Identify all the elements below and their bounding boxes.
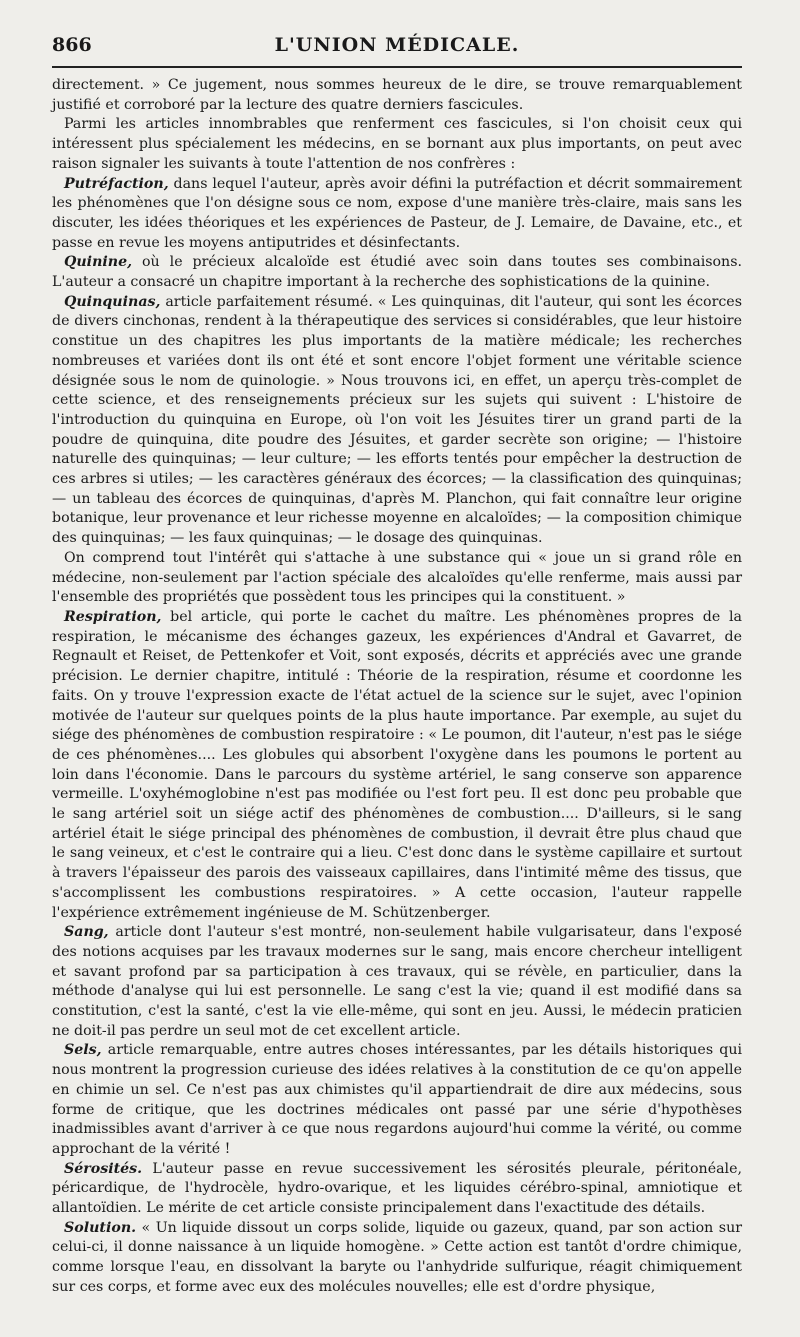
paragraph: Respiration, bel article, qui porte le cachet du maître. Les phénomènes propres de la respiration, le mécanisme des échanges gazeux, les expériences d'Andral et Gavarret, de Regnault et Reiset, de Pettenkofer et Voit, sont exposés, décrits et appréciés avec une grande précision. Le dernier chapitre, intitulé : Théorie de la respiration, résume et coordonne les faits. On y trouve l'expression exacte de l'état actuel de la science sur le sujet, avec l'opinion motivée de l'auteur sur quelques points de la plus haute importance. Par exemple, au sujet du siége des phénomènes de combustion respiratoire : « Le poumon, dit l'auteur, n'est pas le siége de ces phénomènes.... Les globules qui absorbent l'oxygène dans les poumons le portent au loin dans l'économie. Dans le parcours du système artériel, le sang conserve son apparence vermeille. L'oxyhémoglobine n'est pas modifiée ou l'est fort peu. Il est donc peu probable que le sang artériel soit un siége actif des phénomènes de combustion.... D'ailleurs, si le sang artériel était le siége principal des phénomènes de combustion, il devrait être plus chaud que le sang veineux, et c'est le contraire qui a lieu. C'est donc dans le système capillaire et surtout à travers l'épaisseur des parois des vaisseaux capillaires, dans l'intimité même des tissus, que s'accomplissent les combustions respiratoires. » A cette occasion, l'auteur rappelle l'expérience extrêmement ingénieuse de M. Schützenberger.: [52, 608, 742, 921]
page-header: [52, 28, 742, 62]
paragraph: Sels, article remarquable, entre autres choses intéressantes, par les détails historiques qui nous montrent la progression curieuse des idées relatives à la constitution de ce qu'on appelle en chimie un sel. Ce n'est pas aux chimistes qu'il appartiendrait de dire aux médecins, sous forme de critique, que les doctrines médicales ont passé par une série d'hypothèses inadmissibles avant d'arriver à ce que nous regardons aujourd'hui comme la vérité, ou comme approchant de la vérité !: [52, 1042, 742, 1157]
paragraph-lead: Solution.: [64, 1219, 137, 1236]
paragraph-lead: Quinine,: [64, 254, 133, 271]
paragraph: Parmi les articles innombrables que renferment ces fascicules, si l'on choisit ceux qui intéressent plus spécialement les médecins, en se bornant aux plus importants, on peut avec raison signaler les suivants à toute l'attention de nos confrères :: [52, 116, 742, 172]
article-body: [52, 76, 742, 1298]
paragraph: Sérosités. L'auteur passe en revue successivement les sérosités pleurale, péritonéale, péricardique, de l'hydrocèle, hydro-ovarique, et les liquides cérébro-spinal, amniotique et allantoïdien. Le mérite de cet article consiste principalement dans l'exactitude des détails.: [52, 1160, 742, 1217]
paragraph: Solution. « Un liquide dissout un corps solide, liquide ou gazeux, quand, par son action sur celui-ci, il donne naissance à un liquide homogène. » Cette action est tantôt d'ordre chimique, comme lorsque l'eau, en dissolvant la baryte ou l'anhydride sulfurique, réagit chimiquement sur ces corps, et forme avec eux des molécules nouvelles; elle est d'ordre physique,: [52, 1219, 742, 1295]
paragraph: directement. » Ce jugement, nous sommes heureux de le dire, se trouve remarquablement justifié et corroboré par la lecture des quatre derniers fascicules.: [52, 77, 742, 113]
paragraph-lead: Sérosités.: [64, 1160, 143, 1177]
paragraph-lead: Putréfaction,: [64, 175, 169, 192]
paragraph: Quinquinas, article parfaitement résumé. « Les quinquinas, dit l'auteur, qui sont les écorces de divers cinchonas, rendent à la thérapeutique des services si considérables, que leur histoire constitue un des chapitres les plus importants de la matière médicale; les recherches nombreuses et variées dont ils ont été et sont encore l'objet forment une véritable science désignée sous le nom de quinologie. » Nous trouvons ici, en effet, un aperçu très-complet de cette science, et des renseignements précieux sur les sujets qui suivent : L'histoire de l'introduction du quinquina en Europe, où l'on voit les Jésuites tirer un grand parti de la poudre de quinquina, dite poudre des Jésuites, et garder secrète son origine; — l'histoire naturelle des quinquinas; — leur culture; — les efforts tentés pour empêcher la destruction de ces arbres si utiles; — les caractères généraux des écorces; — la classification des quinquinas; — un tableau des écorces de quinquinas, d'après M. Planchon, qui fait connaître leur origine botanique, leur provenance et leur richesse moyenne en alcaloïdes; — la composition chimique des quinquinas; — les faux quinquinas; — le dosage des quinquinas.: [52, 293, 742, 547]
paragraph-lead: Quinquinas,: [64, 293, 161, 310]
paragraph: On comprend tout l'intérêt qui s'attache à une substance qui « joue un si grand rôle en médecine, non-seulement par l'action spéciale des alcaloïdes qu'elle renferme, mais aussi par l'ensemble des propriétés que possèdent tous les principes qui la constituent. »: [52, 549, 742, 606]
paragraph-lead: Respiration,: [64, 608, 162, 625]
paragraph-lead: Sels,: [64, 1042, 102, 1059]
page-number: 866: [52, 34, 92, 56]
header-rule: [52, 66, 742, 68]
paragraph: Putréfaction, dans lequel l'auteur, après avoir défini la putréfaction et décrit sommairement les phénomènes que l'on désigne sous ce nom, expose d'une manière très-claire, mais sans les discuter, les idées théoriques et les expériences de Pasteur, de J. Lemaire, de Davaine, etc., et passe en revue les moyens antiputrides et désinfectants.: [52, 175, 742, 251]
paragraph-lead: Sang,: [64, 924, 109, 941]
running-title: L'UNION MÉDICALE.: [274, 34, 520, 56]
paragraph: Quinine, où le précieux alcaloïde est étudié avec soin dans toutes ses combinaisons. L'auteur a consacré un chapitre important à la recherche des sophistications de la quinine.: [52, 254, 742, 291]
paragraph: Sang, article dont l'auteur s'est montré, non-seulement habile vulgarisateur, dans l'exposé des notions acquises par les travaux modernes sur le sang, mais encore chercheur intelligent et savant profond par sa participation à ces travaux, qui se révèle, en particulier, dans la méthode d'analyse qui lui est personnelle. Le sang c'est la vie; quand il est modifié dans sa constitution, c'est la santé, c'est la vie elle-même, qui sont en jeu. Aussi, le médecin praticien ne doit-il pas perdre un seul mot de cet excellent article.: [52, 924, 742, 1039]
